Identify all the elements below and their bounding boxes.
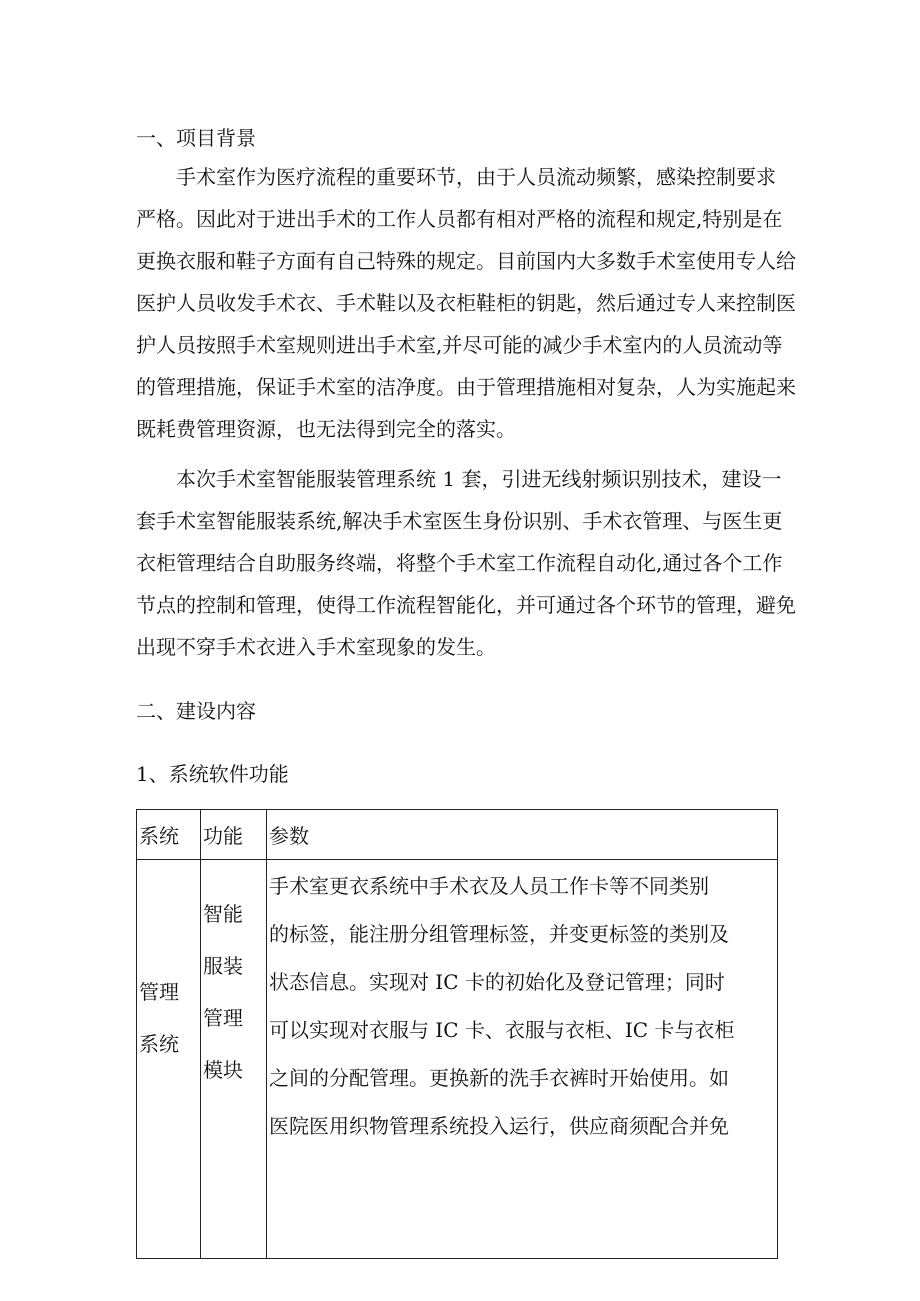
cell-text: 可以实现对衣服与 IC 卡、衣服与衣柜、IC 卡与衣柜 bbox=[268, 1018, 735, 1042]
cell-text: 模块 bbox=[203, 1058, 244, 1082]
paragraph-line: 医护人员收发手术衣、手术鞋以及衣柜鞋柜的钥匙，然后通过专人来控制医 bbox=[136, 291, 796, 315]
paragraph-line: 本次手术室智能服装管理系统 1 套，引进无线射频识别技术，建设一 bbox=[176, 467, 782, 491]
cell-text: 服装 bbox=[203, 954, 244, 978]
table-header-row bbox=[137, 810, 778, 860]
cell-function bbox=[201, 860, 267, 1259]
cell-system bbox=[137, 860, 201, 1259]
cell-text: 手术室更衣系统中手术衣及人员工作卡等不同类别 bbox=[268, 874, 709, 898]
cell-text: 智能 bbox=[203, 902, 244, 926]
header-cell-system bbox=[137, 810, 201, 860]
paragraph-line: 衣柜管理结合自助服务终端，将整个手术室工作流程自动化,通过各个工作 bbox=[136, 551, 783, 575]
header-cell-params bbox=[266, 810, 777, 860]
cell-text: 管理 bbox=[203, 1006, 244, 1030]
paragraph-line: 套手术室智能服装系统,解决手术室医生身份识别、手术衣管理、与医生更 bbox=[136, 509, 783, 533]
paragraph-line: 的管理措施，保证手术室的洁净度。由于管理措施相对复杂，人为实施起来 bbox=[136, 375, 796, 399]
cell-text: 状态信息。实现对 IC 卡的初始化及登记管理；同时 bbox=[268, 970, 725, 994]
table-row bbox=[137, 860, 778, 1259]
section-heading-construction: 二、建设内容 bbox=[136, 699, 256, 723]
cell-text: 之间的分配管理。更换新的洗手衣裤时开始使用。如 bbox=[268, 1066, 729, 1090]
cell-text: 的标签，能注册分组管理标签，并变更标签的类别及 bbox=[268, 922, 729, 946]
background-paragraph-2 bbox=[136, 458, 796, 668]
header-label: 系统 bbox=[139, 824, 179, 848]
background-paragraph-1 bbox=[136, 156, 796, 450]
paragraph-line: 严格。因此对于进出手术的工作人员都有相对严格的流程和规定,特别是在 bbox=[136, 207, 783, 231]
cell-text: 系统 bbox=[139, 1032, 179, 1056]
cell-text: 医院医用织物管理系统投入运行，供应商须配合并免 bbox=[268, 1114, 729, 1138]
cell-params bbox=[266, 860, 777, 1259]
header-cell-function bbox=[201, 810, 267, 860]
paragraph-line: 出现不穿手术衣进入手术室现象的发生。 bbox=[136, 635, 496, 659]
cell-text: 管理 bbox=[139, 980, 179, 1004]
header-label: 参数 bbox=[268, 824, 309, 848]
paragraph-line: 节点的控制和管理，使得工作流程智能化，并可通过各个环节的管理，避免 bbox=[136, 593, 796, 617]
section-heading-background: 一、项目背景 bbox=[136, 126, 256, 150]
paragraph-line: 更换衣服和鞋子方面有自己特殊的规定。目前国内大多数手术室使用专人给 bbox=[136, 249, 796, 273]
paragraph-line: 既耗费管理资源，也无法得到完全的落实。 bbox=[136, 417, 516, 441]
paragraph-line: 护人员按照手术室规则进出手术室,并尽可能的减少手术室内的人员流动等 bbox=[136, 333, 783, 357]
subsection-heading-software: 1、系统软件功能 bbox=[136, 762, 289, 786]
header-label: 功能 bbox=[203, 824, 244, 848]
paragraph-line: 手术室作为医疗流程的重要环节，由于人员流动频繁，感染控制要求 bbox=[176, 165, 776, 189]
function-spec-table bbox=[136, 809, 778, 1259]
